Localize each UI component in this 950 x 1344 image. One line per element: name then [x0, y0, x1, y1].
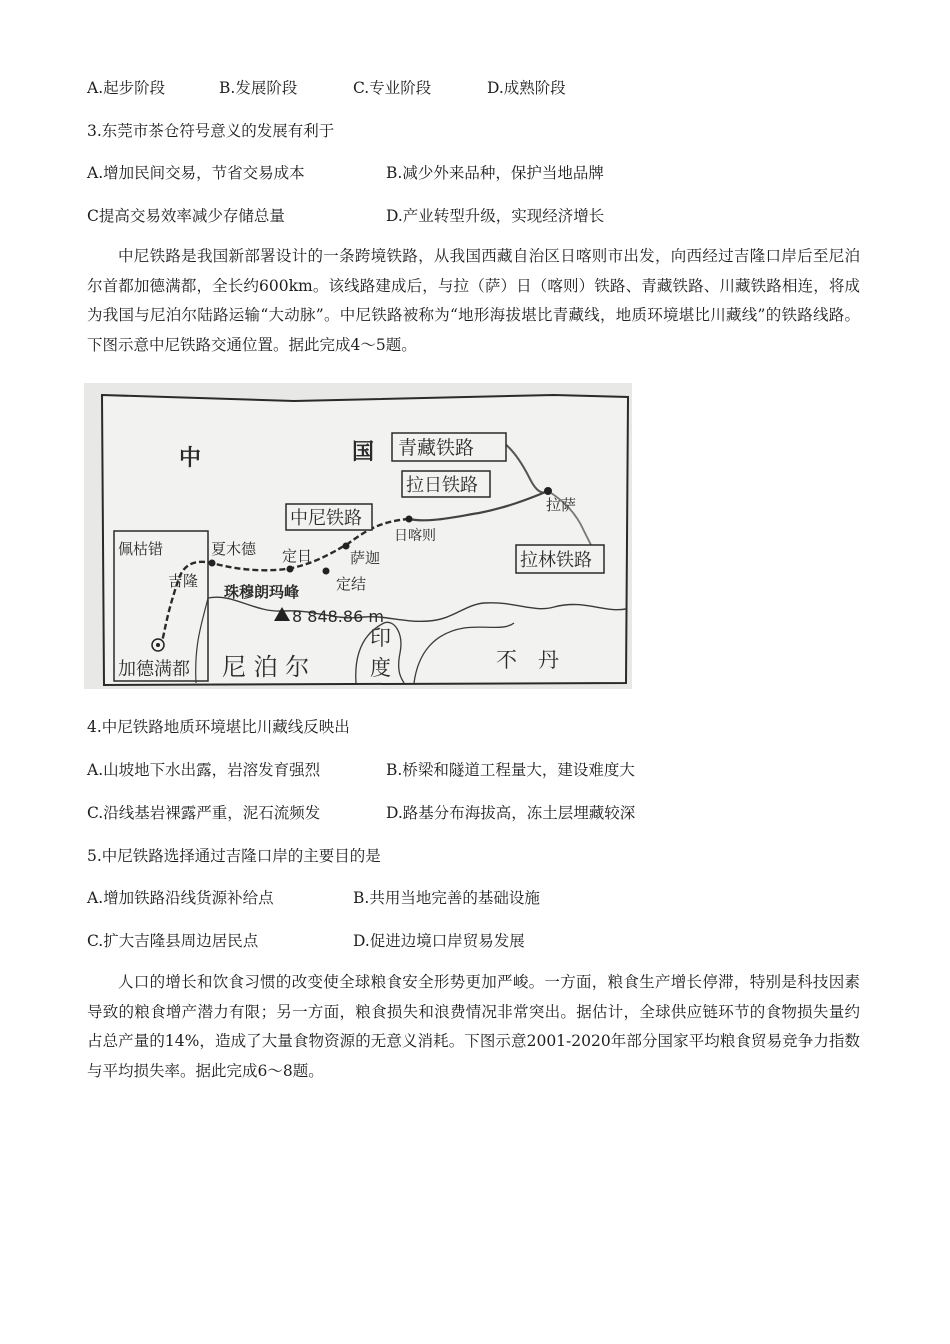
sajia-label: 萨迦: [350, 549, 381, 567]
everest-label: 珠穆朗玛峰: [224, 583, 300, 601]
zhongni-label: 中尼铁路: [290, 508, 362, 529]
map-frame: [102, 395, 628, 685]
q3-option-a: A.增加民间交易，节省交易成本: [87, 164, 305, 182]
rikaze-label: 日喀则: [394, 528, 436, 544]
passage-food-security: 人口的增长和饮食习惯的改变使全球粮食安全形势更加严峻。一方面，粮食生产增长停滞，特别是科技因素导致的粮食增产潜力有限；另一方面，粮食损失和浪费情况非常突出。据估计，全球供应链环节的食物损失量约占总产量的14%，造成了大量食物资源的无意义消耗。下图示意2001-2020年部分国家平均粮食贸易竞争力指数与平均损失率。据此完成6～8题。: [87, 973, 860, 1080]
dingri-label: 定日: [282, 547, 313, 565]
peikucuo-label: 佩枯错: [118, 540, 164, 558]
passage-railway: 中尼铁路是我国新部署设计的一条跨境铁路，从我国西藏自治区日喀则市出发，向西经过吉隆口岸后至尼泊尔首都加德满都，全长约600km。该线路建成后，与拉（萨）日（喀则）铁路、青藏铁路、川藏铁路相连，将成为我国与尼泊尔陆路运输“大动脉”。中尼铁路被称为“地形海拔堪比青藏线，地质环境堪比川藏线”的铁路线路。下图示意中尼铁路交通位置。据此完成4～5题。: [87, 247, 860, 354]
lasa-label: 拉萨: [546, 496, 577, 514]
lari-label: 拉日铁路: [406, 475, 478, 496]
xiamude-label: 夏木德: [211, 540, 257, 558]
q2-option-a: A.起步阶段: [87, 79, 166, 97]
dingjie-dot: [323, 568, 330, 575]
q3-option-b: B.减少外来品种，保护当地品牌: [386, 164, 604, 182]
china-label-1: 中: [179, 446, 202, 471]
sajia-dot: [343, 543, 350, 550]
q5-option-d: D.促进边境口岸贸易发展: [353, 932, 525, 950]
qingzang-label: 青藏铁路: [398, 437, 475, 459]
q4-option-c: C.沿线基岩裸露严重，泥石流频发: [87, 804, 321, 822]
nepal-label: 尼 泊 尔: [222, 653, 310, 681]
q2-option-c: C.专业阶段: [353, 79, 432, 97]
q4-option-a: A.山坡地下水出露，岩溶发育强烈: [87, 761, 321, 779]
q5-option-c: C.扩大吉隆县周边居民点: [87, 932, 259, 950]
bhutan-label: 不 丹: [496, 648, 559, 672]
q5-option-b: B.共用当地完善的基础设施: [353, 889, 540, 907]
railway-map: [84, 383, 632, 689]
q5-option-a: A.增加铁路沿线货源补给点: [87, 889, 274, 907]
lasa-dot: [544, 487, 552, 495]
question-4-stem: 4.中尼铁路地质环境堪比川藏线反映出: [87, 718, 350, 736]
lalin-label: 拉林铁路: [520, 550, 592, 571]
question-5-stem: 5.中尼铁路选择通过吉隆口岸的主要目的是: [87, 847, 381, 865]
question-3-stem: 3.东莞市茶仓符号意义的发展有利于: [87, 122, 335, 140]
jilong-label: 吉隆: [168, 572, 199, 590]
elevation-label: 8 848.86 m: [292, 607, 384, 626]
q3-option-d: D.产业转型升级，实现经济增长: [386, 207, 605, 225]
dingri-dot: [287, 566, 294, 573]
q4-option-d: D.路基分布海拔高，冻土层埋藏较深: [386, 804, 636, 822]
q4-option-b: B.桥梁和隧道工程量大，建设难度大: [386, 761, 635, 779]
india-label-2: 度: [370, 656, 391, 680]
india-label-1: 印: [370, 626, 391, 650]
q3-option-c: C提高交易效率减少存储总量: [87, 207, 285, 225]
xiamude-dot: [209, 560, 216, 567]
q2-option-b: B.发展阶段: [219, 79, 298, 97]
china-label-2: 国: [352, 440, 375, 465]
q2-option-d: D.成熟阶段: [487, 79, 566, 97]
dingjie-label: 定结: [336, 575, 367, 593]
kathmandu-label: 加德满都: [118, 659, 190, 680]
rikaze-dot: [406, 516, 413, 523]
